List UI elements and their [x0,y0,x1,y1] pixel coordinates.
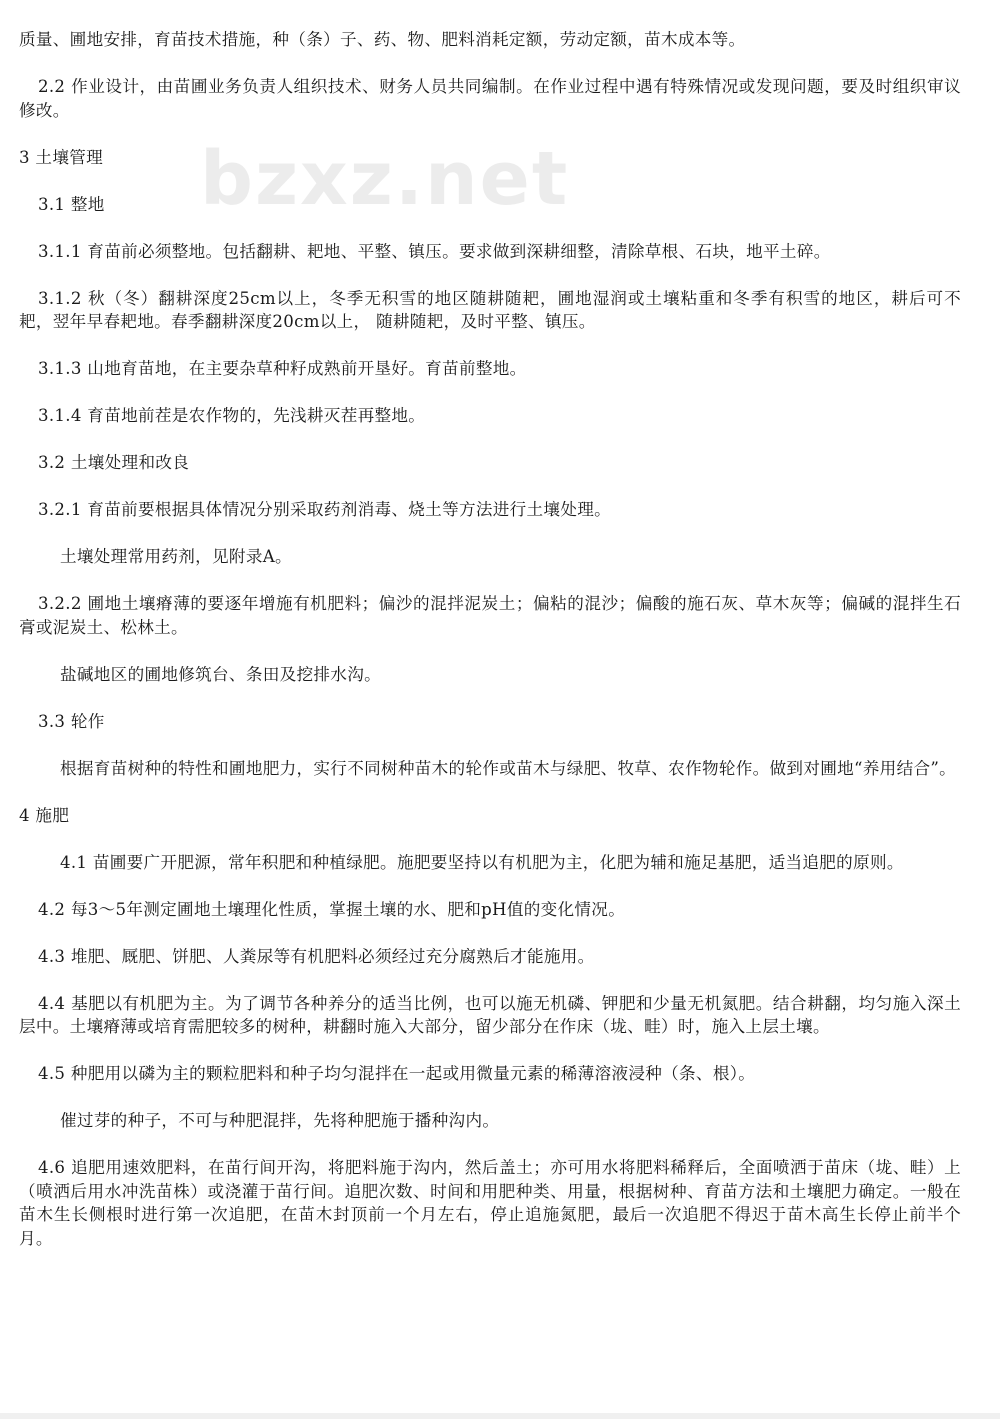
paragraph: 3.1.2 秋（冬）翻耕深度25cm以上，冬季无积雪的地区随耕随耙，圃地湿润或土壤粘重和冬季有积雪的地区，耕后可不耙，翌年早春耙地。春季翻耕深度20cm以上， 随耕随耙，及时平整、镇压。 [19,288,961,331]
subsection-heading: 3.2 土壤处理和改良 [38,453,190,472]
paragraph: 4.4 基肥以有机肥为主。为了调节各种养分的适当比例，也可以施无机磷、钾肥和少量无机氮肥。结合耕翻，均匀施入深土层中。土壤瘠薄或培育需肥较多的树种，耕翻时施入大部分，留少部分在作床（垅、畦）时，施入上层土壤。 [19,993,961,1036]
watermark: bzxz.net [200,136,570,222]
page-bottom-edge [0,1413,1000,1419]
section-heading: 4 施肥 [19,805,70,825]
paragraph: 根据育苗树种的特性和圃地肥力，实行不同树种苗木的轮作或苗木与绿肥、牧草、农作物轮作。做到对圃地“养用结合”。 [60,758,957,778]
paragraph: 2.2 作业设计，由苗圃业务负责人组织技术、财务人员共同编制。在作业过程中遇有特殊情况或发现问题，要及时组织审议修改。 [19,77,961,120]
subsection-heading: 3.3 轮作 [38,711,105,731]
paragraph: 4.3 堆肥、厩肥、饼肥、人粪尿等有机肥料必须经过充分腐熟后才能施用。 [38,946,595,966]
section-heading: 3 土壤管理 [19,147,104,167]
paragraph: 3.2.2 圃地土壤瘠薄的要逐年增施有机肥料；偏沙的混拌泥炭土；偏粘的混沙；偏酸的施石灰、草木灰等；偏碱的混拌生石膏或泥炭土、松林土。 [19,594,961,637]
paragraph: 3.2.1 育苗前要根据具体情况分别采取药剂消毒、烧土等方法进行土壤处理。 [38,500,612,519]
paragraph: 4.1 苗圃要广开肥源，常年积肥和种植绿肥。施肥要坚持以有机肥为主，化肥为辅和施足基肥，适当追肥的原则。 [60,852,904,872]
paragraph: 4.5 种肥用以磷为主的颗粒肥料和种子均匀混拌在一起或用微量元素的稀薄溶液浸种（条、根）。 [38,1064,756,1083]
paragraph: 4.6 追肥用速效肥料，在苗行间开沟，将肥料施于沟内，然后盖土；亦可用水将肥料稀释后，全面喷洒于苗床（垅、畦）上（喷洒后用水冲洗苗株）或浇灌于苗行间。追肥次数、时间和用肥种类、用量，根据树种、育苗方法和土壤肥力确定。一般在苗木生长侧根时进行第一次追肥，在苗木封顶前一个月左右，停止追施氮肥，最后一次追肥不得迟于苗木高生长停止前半个月。 [19,1158,961,1248]
paragraph: 3.1.4 育苗地前茬是农作物的，先浅耕灭茬再整地。 [38,406,426,425]
paragraph: 4.2 每3～5年测定圃地土壤理化性质，掌握土壤的水、肥和pH值的变化情况。 [38,899,626,919]
subsection-heading: 3.1 整地 [38,194,105,214]
paragraph: 催过芽的种子，不可与种肥混拌，先将种肥施于播种沟内。 [60,1111,500,1130]
paragraph: 盐碱地区的圃地修筑台、条田及挖排水沟。 [60,664,381,684]
paragraph: 质量、圃地安排，育苗技术措施，种（条）子、药、物、肥料消耗定额，劳动定额，苗木成本等。 [19,30,746,49]
paragraph: 土壤处理常用药剂，见附录A。 [60,547,292,566]
document-body [19,28,961,1274]
paragraph: 3.1.3 山地育苗地，在主要杂草种籽成熟前开垦好。育苗前整地。 [38,359,527,378]
paragraph: 3.1.1 育苗前必须整地。包括翻耕、耙地、平整、镇压。要求做到深耕细整，清除草根、石块，地平土碎。 [38,241,831,261]
